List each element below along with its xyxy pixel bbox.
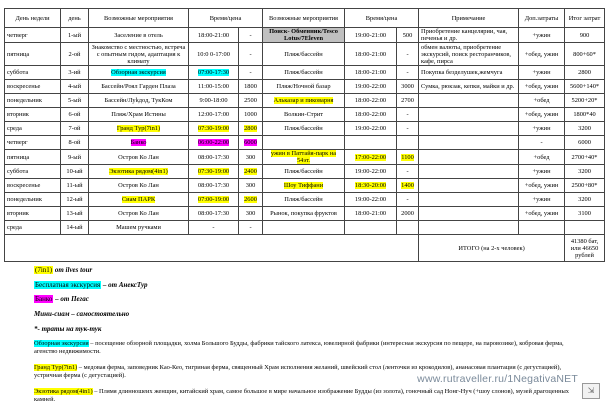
extra-cost-cell	[519, 221, 565, 235]
description-text: – Плямя длинношеих женщин, китайский храм, самое большое в мире начальное изображение Будды (из золота), гоночный сад Нонг-Нуч (+шоу слонов), музей драгоценных камней.	[34, 388, 569, 403]
note-cell	[419, 136, 519, 150]
note-cell	[419, 207, 519, 221]
activity2-cell	[263, 179, 345, 193]
totals-label: ИТОГО (на 2-х человек)	[419, 235, 565, 262]
extra-cost-cell: +ужин	[519, 193, 565, 207]
weekday-cell: четверг	[5, 136, 61, 150]
extra-cost-cell: +обед, ужин	[519, 43, 565, 66]
activity-cell	[89, 193, 189, 207]
activity-cell: Остров Ко Лан	[89, 207, 189, 221]
activity-cell: Знакомство с местностью, встреча с опытным гидом, адаптация к климату	[89, 43, 189, 66]
description-text: – медовая ферма, заповедник Као-Кео, тигриная ферма, священный Храм исполнения желаний, швейский стол (ленточки из крокодилов), ананасовая плантация (с дегустацией), устричная ферма (с дегустацией).	[34, 364, 562, 379]
extra-cost-cell: +ужин	[519, 122, 565, 136]
header-cell: Время/цена	[345, 9, 419, 28]
extra-cost-cell: +обед, ужин	[519, 80, 565, 94]
price2-cell: 2700	[397, 94, 419, 108]
note-cell: Покупка безделушек,жемчуга	[419, 66, 519, 80]
price-cell: 1800	[239, 80, 263, 94]
activity-cell: Заселение в отель	[89, 28, 189, 43]
day-number-cell: 8-ой	[61, 136, 89, 150]
activity2-cell: Волкин-Стрит	[263, 108, 345, 122]
header-cell: Примечание	[419, 9, 519, 28]
time2-cell: 19:00-21:00	[345, 28, 397, 43]
legend-pegas	[34, 295, 89, 304]
time-cell: 11:00-15:00	[189, 80, 239, 94]
total-cell	[565, 221, 605, 235]
table-row	[5, 108, 605, 122]
total-cell: 5600+140*	[565, 80, 605, 94]
price-cell-highlight: 2400	[244, 168, 257, 175]
day-number-cell: 9-ый	[61, 150, 89, 165]
activity-cell	[89, 165, 189, 179]
total-cell: 3200	[565, 165, 605, 179]
price2-cell-highlight: 1400	[401, 182, 414, 189]
extra-cost-cell: +ужин	[519, 165, 565, 179]
time2-cell: 19:00-22:00	[345, 80, 397, 94]
time-cell: 18:00-21:00	[189, 28, 239, 43]
day-number-cell: 3-ий	[61, 66, 89, 80]
time2-cell	[345, 150, 397, 165]
time-cell: 10:0 0-17:00	[189, 43, 239, 66]
note-cell	[419, 221, 519, 235]
price-cell: -	[239, 221, 263, 235]
price-cell-highlight: 2600	[244, 196, 257, 203]
weekday-cell: среда	[5, 122, 61, 136]
legend-text: от ilves tour	[53, 266, 93, 274]
weekday-cell: воскресенье	[5, 179, 61, 193]
extra-cost-cell: +обед	[519, 150, 565, 165]
time2-cell: 18:00-22:00	[345, 108, 397, 122]
activity2-cell: Поиск- Обменник/Tesco Lotus/7Eleven	[263, 28, 345, 43]
activity-cell-highlight: Обзорная экскурсия	[111, 69, 166, 76]
watermark: www.rutraveller.ru/1NegativaNET	[417, 373, 578, 385]
total-cell: 900	[565, 28, 605, 43]
price-cell	[239, 122, 263, 136]
activity-cell: Остров Ко Лан	[89, 179, 189, 193]
day-number-cell: 10-ый	[61, 165, 89, 179]
price-cell: -	[239, 28, 263, 43]
day-number-cell: 14-ый	[61, 221, 89, 235]
price-cell: 300	[239, 179, 263, 193]
table-row	[5, 43, 605, 66]
time-cell	[189, 193, 239, 207]
day-number-cell: 2-ой	[61, 43, 89, 66]
time-cell: -	[189, 221, 239, 235]
time2-cell: 19:00-22:00	[345, 193, 397, 207]
extra-cost-cell: +обед, ужин	[519, 179, 565, 193]
price2-cell: 3000	[397, 80, 419, 94]
activity2-cell-highlight: ужин в Паттайя-парк на 54эт.	[270, 150, 337, 164]
table-row	[5, 80, 605, 94]
total-cell: 6000	[565, 136, 605, 150]
table-row	[5, 136, 605, 150]
time-cell	[189, 66, 239, 80]
time2-cell	[345, 221, 397, 235]
note-cell	[419, 122, 519, 136]
activity-cell: Остров Ко Лан	[89, 150, 189, 165]
time-cell-highlight: 07:00-19:00	[197, 196, 230, 203]
table-header-row	[5, 9, 605, 28]
total-cell: 1800*40	[565, 108, 605, 122]
table-row	[5, 221, 605, 235]
activity-cell-highlight: Банко	[130, 139, 147, 146]
price-cell: -	[239, 43, 263, 66]
price2-cell: -	[397, 108, 419, 122]
price2-cell	[397, 136, 419, 150]
total-cell: 5200+20*	[565, 94, 605, 108]
price2-cell	[397, 221, 419, 235]
price-cell-highlight: 2800	[244, 125, 257, 132]
legend-mini-siam: Мини-сиам – самостоятельно	[34, 310, 130, 318]
total-cell: 800+60*	[565, 43, 605, 66]
price-cell: 300	[239, 207, 263, 221]
time-cell: 9:00-18:00	[189, 94, 239, 108]
note-cell	[419, 165, 519, 179]
table-row	[5, 179, 605, 193]
header-cell: Возможные мероприятия	[89, 9, 189, 28]
day-number-cell: 4-ый	[61, 80, 89, 94]
price2-cell	[397, 179, 419, 193]
time-cell	[189, 165, 239, 179]
day-number-cell: 6-ой	[61, 108, 89, 122]
total-cell: 2500+80*	[565, 179, 605, 193]
time-cell	[189, 136, 239, 150]
price2-cell: 2000	[397, 207, 419, 221]
header-cell: Время/цена	[189, 9, 263, 28]
weekday-cell: вторник	[5, 207, 61, 221]
extra-cost-cell: +обед, ужин	[519, 108, 565, 122]
time-cell: 08:00-17:30	[189, 207, 239, 221]
activity2-cell	[263, 136, 345, 150]
total-cell: 3200	[565, 193, 605, 207]
totals-row	[5, 235, 605, 262]
price2-cell: -	[397, 66, 419, 80]
table-row	[5, 207, 605, 221]
price-cell-highlight: 6000	[244, 139, 257, 146]
weekday-cell: вторник	[5, 108, 61, 122]
price-cell: 1000	[239, 108, 263, 122]
price-cell	[239, 136, 263, 150]
table-row	[5, 150, 605, 165]
description-highlight: Гранд Тур(7in1)	[34, 364, 78, 371]
legend-anex	[34, 281, 148, 290]
time-cell: 08:00-17:30	[189, 150, 239, 165]
header-cell: Доп.затраты	[519, 9, 565, 28]
price-cell	[239, 193, 263, 207]
day-number-cell: 1-ый	[61, 28, 89, 43]
weekday-cell: суббота	[5, 165, 61, 179]
note-cell	[419, 150, 519, 165]
time-cell-highlight: 07:30-19:00	[197, 168, 230, 175]
weekday-cell: среда	[5, 221, 61, 235]
table-row	[5, 122, 605, 136]
activity-cell: Бассейн/Роял Гарден Плаза	[89, 80, 189, 94]
description-text: – посещение обзорной площадки, холма Большого Будды, фабрики тайского латекса, ювелирной фабрики (интересная экскурсия по пещере, на паровозике), кобровая ферма, агенство недвижимости.	[34, 340, 564, 355]
description-highlight: Экзотика рядом(4in1)	[34, 388, 93, 395]
activity-cell-highlight: Экзотика рядом(4in1)	[109, 168, 168, 175]
activity-cell: Бассейн/Луkдод, ТукКом	[89, 94, 189, 108]
header-cell: Итог затрат	[565, 9, 605, 28]
note-cell	[419, 179, 519, 193]
weekday-cell: понедельник	[5, 193, 61, 207]
total-cell: 2800	[565, 66, 605, 80]
extra-cost-cell: +ужин	[519, 66, 565, 80]
price-cell: 2500	[239, 94, 263, 108]
legend-highlight: Банко	[35, 295, 53, 303]
activity-cell-highlight: Сиам ПАРК	[121, 196, 156, 203]
time-cell-highlight: 07:00-17:30	[197, 69, 230, 76]
activity-cell	[89, 136, 189, 150]
scroll-corner-icon[interactable]: ⇲	[582, 383, 600, 399]
note-cell: обмен валюты, приобретение экскурсий, поиск ресторанчиков, кафе, пирса	[419, 43, 519, 66]
time2-cell: 18:00-22:00	[345, 94, 397, 108]
extra-cost-cell: +ужин	[519, 28, 565, 43]
activity-cell	[89, 122, 189, 136]
legend-highlight: Бесплатная экскурсия	[35, 281, 101, 289]
header-cell: день	[61, 9, 89, 28]
legend-text: – от АнексТур	[101, 281, 148, 289]
totals-value: 41380 бат, или 46650 рублей	[565, 235, 605, 262]
total-cell: 2700+40*	[565, 150, 605, 165]
price2-cell-highlight: 1100	[401, 153, 414, 161]
header-cell: Возможные мероприятия	[263, 9, 345, 28]
time-cell	[189, 122, 239, 136]
description-overview	[34, 340, 582, 356]
weekday-cell: четверг	[5, 28, 61, 43]
price2-cell: -	[397, 193, 419, 207]
time2-cell	[345, 136, 397, 150]
time2-cell: 18:00-21:00	[345, 43, 397, 66]
time2-cell: 19:00-22:00	[345, 122, 397, 136]
weekday-cell: суббота	[5, 66, 61, 80]
description-exotica	[34, 388, 582, 404]
price2-cell: 500	[397, 28, 419, 43]
time2-cell: 18:00-21:00	[345, 66, 397, 80]
day-number-cell: 13-ый	[61, 207, 89, 221]
activity2-cell-highlight: Шоу Тиффани	[283, 182, 324, 189]
time2-cell: 18:00-21:00	[345, 207, 397, 221]
activity2-cell: Пляж/бассейн	[263, 165, 345, 179]
table-row	[5, 66, 605, 80]
header-cell: День недели	[5, 9, 61, 28]
day-number-cell: 11-ый	[61, 179, 89, 193]
legend-text: – от Пегас	[53, 295, 89, 303]
legend-highlight: (7in1)	[35, 266, 53, 274]
price2-cell: -	[397, 43, 419, 66]
note-cell	[419, 94, 519, 108]
time2-cell-highlight: 17:00-22:00	[354, 153, 387, 161]
total-cell: 3100	[565, 207, 605, 221]
activity2-cell: Пляж/Ночной базар	[263, 80, 345, 94]
activity2-cell: Пляж/бассейн	[263, 193, 345, 207]
total-cell: 3200	[565, 122, 605, 136]
schedule-table	[4, 8, 605, 262]
extra-cost-cell: +обед	[519, 94, 565, 108]
activity2-cell: Пляж/бассейн	[263, 66, 345, 80]
price-cell	[239, 165, 263, 179]
activity2-cell	[263, 94, 345, 108]
price-cell: 300	[239, 150, 263, 165]
activity2-cell: Рынок, покупка фруктов	[263, 207, 345, 221]
time2-cell	[345, 179, 397, 193]
description-highlight: Обзорная экскурсия	[34, 340, 89, 347]
activity2-cell: Пляж/бассейн	[263, 43, 345, 66]
activity2-cell: Пляж/бассейн	[263, 122, 345, 136]
weekday-cell: воскресенье	[5, 80, 61, 94]
price2-cell: -	[397, 165, 419, 179]
activity-cell-highlight: Гранд Тур(7in1)	[116, 125, 161, 132]
time-cell-highlight: 06:00-22:00	[197, 139, 230, 146]
price2-cell	[397, 150, 419, 165]
weekday-cell: пятница	[5, 150, 61, 165]
activity2-cell-highlight: Альказар и пиковарня	[273, 97, 334, 104]
table-row	[5, 94, 605, 108]
time-cell-highlight: 07:30-19:00	[197, 125, 230, 132]
price2-cell: -	[397, 122, 419, 136]
day-number-cell: 7-ой	[61, 122, 89, 136]
note-cell: Сумка, рюкзак, кепки, майки и др.	[419, 80, 519, 94]
table-row	[5, 165, 605, 179]
note-cell: Приобретение канцелярии, чая, печенья и др.	[419, 28, 519, 43]
time2-cell-highlight: 18:30-20:00	[354, 182, 387, 189]
legend-tuktuk: *- траты на тук-тук	[34, 325, 102, 333]
time2-cell: 19:00-22:00	[345, 165, 397, 179]
weekday-cell: понедельник	[5, 94, 61, 108]
table-row	[5, 28, 605, 43]
day-number-cell: 5-ый	[61, 94, 89, 108]
activity-cell: Пляж/Храм Истины	[89, 108, 189, 122]
legend-ilves	[34, 266, 92, 275]
activity2-cell	[263, 221, 345, 235]
weekday-cell: пятница	[5, 43, 61, 66]
table-row	[5, 193, 605, 207]
extra-cost-cell: -	[519, 136, 565, 150]
extra-cost-cell: +обед, ужин	[519, 207, 565, 221]
note-cell	[419, 193, 519, 207]
activity2-cell	[263, 150, 345, 165]
time-cell: 08:00-17:30	[189, 179, 239, 193]
price-cell: -	[239, 66, 263, 80]
activity-cell: Машем ручками	[89, 221, 189, 235]
activity-cell	[89, 66, 189, 80]
time-cell: 12:00-17:00	[189, 108, 239, 122]
day-number-cell: 12-ый	[61, 193, 89, 207]
note-cell	[419, 108, 519, 122]
